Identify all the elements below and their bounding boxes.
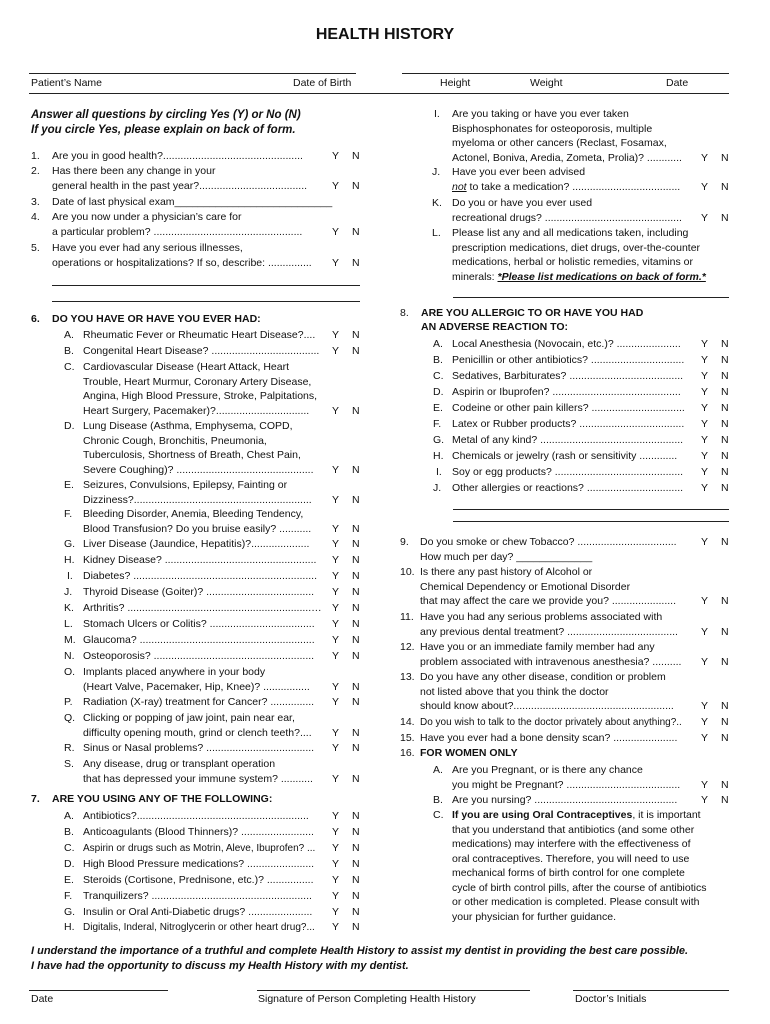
text-left-q6o-letter: O. xyxy=(64,666,76,678)
text-right-qI-l4: Actonel, Boniva, Aredia, Zometa, Prolia)? ............ xyxy=(452,151,682,164)
text-left-q6s-letter: S. xyxy=(64,758,74,770)
measurements-line[interactable] xyxy=(402,73,729,74)
no-option[interactable]: N xyxy=(352,874,360,886)
no-option[interactable]: N xyxy=(721,211,729,224)
text-left-q6k-letter: K. xyxy=(64,602,74,614)
text-right-q16c-l4: oral contraceptives. Therefore, you will need to use xyxy=(452,852,690,865)
text-left-q6a-letter: A. xyxy=(64,329,74,341)
text-right-qI-letter: I. xyxy=(434,108,440,120)
no-option[interactable]: N xyxy=(721,370,729,382)
yes-option[interactable]: Y xyxy=(701,386,709,398)
text-right-q13-l3: should know about?....................................................... xyxy=(420,700,674,712)
allergies-line-2[interactable] xyxy=(453,521,729,522)
yes-option[interactable]: Y xyxy=(701,151,709,164)
no-option[interactable]: N xyxy=(352,329,360,341)
no-option[interactable]: N xyxy=(352,858,360,870)
text-right-q8i-text: Soy or egg products? ............................................ xyxy=(452,466,684,478)
text-left-q6d-l3: Tuberculosis, Shortness of Breath, Chest Pain, xyxy=(83,449,301,461)
yes-option[interactable]: Y xyxy=(701,732,709,744)
text-right-q8f-text: Latex or Rubber products? .................................... xyxy=(452,418,685,430)
no-option[interactable]: N xyxy=(721,386,729,398)
text-right-q16c-l7: or other medication is completed. Please consult with xyxy=(452,896,700,908)
text-right-q12-l1: Have you or an immediate family member had any xyxy=(420,641,655,653)
text-right-qJ-letter: J. xyxy=(432,166,441,178)
text-right-q13-l1: Do you have any other disease, condition or problem xyxy=(420,671,666,683)
text-right-q14-num: 14. xyxy=(400,716,415,728)
yes-option[interactable]: Y xyxy=(332,680,340,693)
yes-option[interactable]: Y xyxy=(701,354,709,366)
yes-option[interactable]: Y xyxy=(332,921,340,933)
no-option[interactable]: N xyxy=(352,772,360,785)
header-divider xyxy=(29,93,729,94)
text-left-q6i-letter: I. xyxy=(67,570,73,582)
no-option[interactable]: N xyxy=(352,570,360,582)
yes-option[interactable]: Y xyxy=(701,418,709,430)
text-left-q6m-text: Glaucoma? ............................................................ xyxy=(83,634,315,646)
yes-option[interactable]: Y xyxy=(701,466,709,478)
no-option[interactable]: N xyxy=(352,921,360,933)
yes-option[interactable]: Y xyxy=(701,655,709,668)
text-right-q8h-letter: H. xyxy=(433,450,444,462)
text-right-q8j-text: Other allergies or reactions? ................................. xyxy=(452,482,684,494)
text-right-q9-l1: Do you smoke or chew Tobacco? .................................. xyxy=(420,536,677,548)
text-right-qI-l1: Are you taking or have you ever taken xyxy=(452,108,629,120)
text-left-q6e-letter: E. xyxy=(64,479,74,491)
text-left-q6h-text: Kidney Disease? .................................................... xyxy=(83,554,317,566)
text-left-q7g-letter: G. xyxy=(64,906,76,918)
yes-option[interactable]: Y xyxy=(332,874,340,886)
text-right-q15-num: 15. xyxy=(400,732,415,744)
page-title: HEALTH HISTORY xyxy=(315,26,455,43)
no-option[interactable]: N xyxy=(352,826,360,838)
text-right-q16c-letter: C. xyxy=(433,809,444,821)
yes-option[interactable]: Y xyxy=(332,618,340,630)
text-right-q8c-letter: C. xyxy=(433,370,444,382)
no-option[interactable]: N xyxy=(352,618,360,630)
question-text: Are you in good health?................................................ xyxy=(52,150,303,162)
explain-line-2[interactable] xyxy=(52,301,360,302)
text-right-q14-text: Do you wish to talk to the doctor privately about anything?.. xyxy=(420,717,682,728)
yes-option[interactable]: Y xyxy=(332,522,340,535)
question-number: 3. xyxy=(31,196,40,208)
yes-option[interactable]: Y xyxy=(332,826,340,838)
text-right-qI-l2: Bisphosphonates for osteoporosis, multiple xyxy=(452,122,653,135)
no-option[interactable]: N xyxy=(352,150,360,162)
yes-option[interactable]: Y xyxy=(701,211,709,224)
text-left-q7b-letter: B. xyxy=(64,826,74,838)
yes-option[interactable]: Y xyxy=(332,906,340,918)
text-right-q8j-letter: J. xyxy=(433,482,442,494)
patient-line[interactable] xyxy=(29,73,356,74)
text-right-q11-l1: Have you had any serious problems associated with xyxy=(420,611,663,623)
text-left-q6c-l2: Trouble, Heart Murmur, Coronary Artery Disease, xyxy=(83,375,312,388)
text-left-q6q-letter: Q. xyxy=(64,712,76,724)
text-left-q6o-l1: Implants placed anywhere in your body xyxy=(83,666,266,678)
yes-option[interactable]: Y xyxy=(332,810,340,822)
text-right-q15-text: Have you ever had a bone density scan? ...................... xyxy=(420,732,678,744)
text-left-q7c-letter: C. xyxy=(64,842,75,854)
question-number: 4. xyxy=(31,211,40,223)
text-left-q7d-letter: D. xyxy=(64,858,75,870)
text-right-q16c-l5: mechanical forms of birth control for one complete xyxy=(452,867,685,879)
text-right-q16c-l1b: , it is important xyxy=(632,809,701,821)
form-element xyxy=(452,271,706,284)
no-option[interactable]: N xyxy=(721,151,729,164)
no-option[interactable]: N xyxy=(352,906,360,918)
yes-option[interactable]: Y xyxy=(701,482,709,494)
text-left-q6b-text: Congenital Heart Disease? ..................................... xyxy=(83,345,320,357)
yes-option[interactable]: Y xyxy=(701,716,709,728)
explain-line-1[interactable] xyxy=(52,285,360,286)
text-left-q6s-l2: that has depressed your immune system? ........... xyxy=(83,772,313,785)
text-left-q6d-l2: Chronic Cough, Bronchitis, Pneumonia, xyxy=(83,434,267,447)
text-left-q6k-text: Arthritis? ...............................................................… xyxy=(83,602,322,614)
text-left-q6j-text: Thyroid Disease (Goiter)? ..................................... xyxy=(83,586,315,598)
date-signature-label: Date xyxy=(31,993,54,1005)
yes-option[interactable]: Y xyxy=(701,338,709,350)
yes-option[interactable]: Y xyxy=(332,345,340,357)
text-right-q12-num: 12. xyxy=(400,641,415,653)
text-left-q6c-l4: Heart Surgery, Pacemaker)?................................ xyxy=(83,404,310,417)
no-option[interactable]: N xyxy=(352,554,360,566)
no-option[interactable]: N xyxy=(352,726,360,739)
text-left-q7b-text: Anticoagulants (Blood Thinners)? ......................... xyxy=(83,826,314,838)
text-right-qK-l2: recreational drugs? ............................................... xyxy=(452,211,682,224)
text-right-qL-letter: L. xyxy=(432,227,441,239)
no-option[interactable]: N xyxy=(352,650,360,662)
text-left-q6m-letter: M. xyxy=(64,634,76,646)
text-left-q7c-text: Aspirin or drugs such as Motrin, Aleve, Ibuprofen? ... xyxy=(83,843,316,854)
no-option[interactable]: N xyxy=(352,345,360,357)
no-option[interactable]: N xyxy=(721,716,729,728)
yes-option[interactable]: Y xyxy=(332,742,340,754)
text-left-q7e-text: Steroids (Cortisone, Prednisone, etc.)? ................ xyxy=(83,874,314,886)
no-option[interactable]: N xyxy=(352,180,360,192)
yes-option[interactable]: Y xyxy=(332,772,340,785)
text-left-q6r-text: Sinus or Nasal problems? ..................................... xyxy=(83,742,315,754)
text-right-q10-l3: that may affect the care we provide you? ...................... xyxy=(420,595,677,607)
no-option[interactable]: N xyxy=(721,418,729,430)
text-right-q16a-l2: you might be Pregnant? ....................................... xyxy=(452,778,681,791)
text-right-q12-l2: problem associated with intravenous anesthesia? .......... xyxy=(420,655,682,668)
no-option[interactable]: N xyxy=(721,625,729,638)
text-left-q6d-letter: D. xyxy=(64,420,75,432)
text-right-q8e-letter: E. xyxy=(433,402,443,414)
yes-option[interactable]: Y xyxy=(701,778,709,791)
text-left-q6n-letter: N. xyxy=(64,650,75,662)
yes-option[interactable]: Y xyxy=(701,794,709,806)
question-text: a particular problem? ................................................... xyxy=(52,226,303,238)
text-left-q6n-text: Osteoporosis? ....................................................... xyxy=(83,650,315,662)
no-option[interactable]: N xyxy=(721,778,729,791)
yes-option[interactable]: Y xyxy=(332,602,340,614)
text-right-q8h-text: Chemicals or jewelry (rash or sensitivity ............. xyxy=(452,450,678,462)
yes-option[interactable]: Y xyxy=(332,586,340,598)
text-left-q6g-text: Liver Disease (Jaundice, Hepatitis)?.................... xyxy=(83,538,310,550)
question-number: 8. xyxy=(400,307,409,319)
no-option[interactable]: N xyxy=(352,493,360,506)
text-left-q6l-text: Stomach Ulcers or Colitis? .................................... xyxy=(83,618,315,630)
text-right-q11-l2: any previous dental treatment? ...................................... xyxy=(420,625,678,638)
no-option[interactable]: N xyxy=(721,595,729,607)
text-right-qL-l1: Please list any and all medications taken, including xyxy=(452,227,689,239)
yes-option[interactable]: Y xyxy=(332,150,340,162)
text-left-q6s-l1: Any disease, drug or transplant operation xyxy=(83,758,276,770)
text-left-q6e-l1: Seizures, Convulsions, Epilepsy, Fainting or xyxy=(83,479,288,491)
text-right-q10-l2: Chemical Dependency or Emotional Disorder xyxy=(420,580,631,593)
text-left-q6q-l1: Clicking or popping of jaw joint, pain near ear, xyxy=(83,712,295,724)
no-option[interactable]: N xyxy=(352,742,360,754)
question-text: Are you now under a physician’s care for xyxy=(52,211,242,223)
yes-option[interactable]: Y xyxy=(701,700,709,712)
no-option[interactable]: N xyxy=(352,538,360,550)
question-number: 6. xyxy=(31,313,40,325)
text-right-qJ-l2a: not xyxy=(452,180,467,193)
no-option[interactable]: N xyxy=(721,180,729,193)
text-left-q6c-letter: C. xyxy=(64,361,75,373)
question-number: 7. xyxy=(31,793,40,805)
text-left-q6d-l4: Severe Coughing)? ............................................... xyxy=(83,463,314,476)
no-option[interactable]: N xyxy=(721,338,729,350)
text-left-q6c-l1: Cardiovascular Disease (Heart Attack, Heart xyxy=(83,361,289,373)
signature-line[interactable] xyxy=(257,990,530,991)
initials-label: Doctor’s Initials xyxy=(575,993,647,1005)
text-left-q6g-letter: G. xyxy=(64,538,76,550)
dob-label: Date of Birth xyxy=(293,77,352,89)
date-signature-line[interactable] xyxy=(29,990,168,991)
no-option[interactable]: N xyxy=(352,522,360,535)
text-left-q6p-letter: P. xyxy=(64,696,73,708)
yes-option[interactable]: Y xyxy=(332,329,340,341)
no-option[interactable]: N xyxy=(352,404,360,417)
section-heading: ARE YOU ALLERGIC TO OR HAVE YOU HAD xyxy=(421,307,644,319)
yes-option[interactable]: Y xyxy=(701,180,709,193)
question-number: 5. xyxy=(31,242,40,254)
text-left-q7a-letter: A. xyxy=(64,810,74,822)
section-heading: ARE YOU USING ANY OF THE FOLLOWING: xyxy=(52,793,273,805)
text-right-q13-num: 13. xyxy=(400,671,415,683)
no-option[interactable]: N xyxy=(721,450,729,462)
text-right-qJ-l2b: to take a medication? ..................................... xyxy=(466,180,681,193)
text-left-q6a-text: Rheumatic Fever or Rheumatic Heart Disease?.... xyxy=(83,329,316,341)
question-text: Has there been any change in your xyxy=(52,165,216,177)
question-number: 1. xyxy=(31,150,40,162)
text-right-q16c-l8: your physician for further guidance. xyxy=(452,910,617,923)
text-right-q16a-l1: Are you Pregnant, or is there any chance xyxy=(452,764,643,776)
text-left-q7g-text: Insulin or Oral Anti-Diabetic drugs? ...................... xyxy=(83,906,313,918)
no-option[interactable]: N xyxy=(352,680,360,693)
text-right-q8g-text: Metal of any kind? ................................................. xyxy=(452,434,684,446)
yes-option[interactable]: Y xyxy=(332,493,340,506)
text-right-qK-letter: K. xyxy=(432,197,442,209)
text-left-q6e-l2: Dizziness?............................................................. xyxy=(83,493,312,506)
text-left-q6b-letter: B. xyxy=(64,345,74,357)
text-right-q8i-letter: I. xyxy=(436,466,442,478)
text-right-q16c-l1a: If you are using Oral Contraceptives xyxy=(452,809,633,821)
text-right-q8e-text: Codeine or other pain killers? ................................ xyxy=(452,402,685,414)
no-option[interactable]: N xyxy=(352,842,360,854)
yes-option[interactable]: Y xyxy=(332,570,340,582)
text-right-q16c-l2: that you understand that antibiotics (and some other xyxy=(452,823,695,836)
text-left-q6f-l1: Bleeding Disorder, Anemia, Bleeding Tendency, xyxy=(83,508,304,520)
text-left-q6d-l1: Lung Disease (Asthma, Emphysema, COPD, xyxy=(83,420,293,432)
text-left-q7h-letter: H. xyxy=(64,921,75,933)
no-option[interactable]: N xyxy=(352,586,360,598)
no-option[interactable]: N xyxy=(352,634,360,646)
text-left-q6h-letter: H. xyxy=(64,554,75,566)
initials-line[interactable] xyxy=(573,990,729,991)
yes-option[interactable]: Y xyxy=(332,726,340,739)
text-right-qL-l4b: *Please list medications on back of form.* xyxy=(497,270,706,283)
acknowledgement-line-2: I have had the opportunity to discuss my Health History with my dentist. xyxy=(31,960,409,972)
yes-option[interactable]: Y xyxy=(332,858,340,870)
text-left-q6c-l3: Angina, High Blood Pressure, Stroke, Palpitations, xyxy=(83,390,318,402)
yes-option[interactable]: Y xyxy=(332,226,340,238)
no-option[interactable]: N xyxy=(721,402,729,414)
text-right-q8b-letter: B. xyxy=(433,354,443,366)
text-right-q8f-letter: F. xyxy=(433,418,442,430)
patient-name-label: Patient’s Name xyxy=(31,77,103,89)
question-text: general health in the past year?..................................... xyxy=(52,180,308,192)
yes-option[interactable]: Y xyxy=(332,634,340,646)
text-right-q11-num: 11. xyxy=(400,611,414,623)
yes-option[interactable]: Y xyxy=(332,538,340,550)
instruction-line-1: Answer all questions by circling Yes (Y) or No (N) xyxy=(31,109,301,121)
text-right-q8a-letter: A. xyxy=(433,338,443,350)
no-option[interactable]: N xyxy=(352,257,360,269)
text-right-qJ-l1: Have you ever been advised xyxy=(452,166,586,178)
yes-option[interactable]: Y xyxy=(332,257,340,269)
text-left-q6f-l2: Blood Transfusion? Do you bruise easily? ........... xyxy=(83,522,312,535)
yes-option[interactable]: Y xyxy=(701,450,709,462)
yes-option[interactable]: Y xyxy=(701,402,709,414)
yes-option[interactable]: Y xyxy=(332,180,340,192)
form-element xyxy=(452,809,701,822)
acknowledgement-line-1: I understand the importance of a truthful and complete Health History to assist my dentist in providing the best care possible. xyxy=(31,945,689,957)
text-left-q7f-text: Tranquilizers? ....................................................... xyxy=(83,890,312,902)
yes-option[interactable]: Y xyxy=(332,554,340,566)
question-text: operations or hospitalizations? If so, describe: ............... xyxy=(52,257,312,269)
no-option[interactable]: N xyxy=(721,700,729,712)
text-right-q9-num: 9. xyxy=(400,536,409,548)
yes-option[interactable]: Y xyxy=(332,890,340,902)
text-right-q10-l1: Is there any past history of Alcohol or xyxy=(420,566,593,578)
yes-option[interactable]: Y xyxy=(701,370,709,382)
date-label: Date xyxy=(666,77,689,89)
text-right-q8d-text: Aspirin or Ibuprofen? ............................................ xyxy=(452,386,681,398)
text-right-q16b-letter: B. xyxy=(433,794,443,806)
text-left-q6i-text: Diabetes? ............................................................... xyxy=(83,570,317,582)
text-right-qI-l3: myeloma or other cancers (Reclast, Fosamax, xyxy=(452,137,667,149)
no-option[interactable]: N xyxy=(721,732,729,744)
yes-option[interactable]: Y xyxy=(332,463,340,476)
no-option[interactable]: N xyxy=(721,655,729,668)
text-right-q8d-letter: D. xyxy=(433,386,444,398)
text-right-q10-num: 10. xyxy=(400,566,415,578)
section-heading: AN ADVERSE REACTION TO: xyxy=(421,321,569,333)
yes-option[interactable]: Y xyxy=(332,842,340,854)
no-option[interactable]: N xyxy=(721,434,729,446)
text-right-qL-l3: medications, herbal or holistic remedies, vitamins or xyxy=(452,256,694,268)
text-right-q8g-letter: G. xyxy=(433,434,445,446)
text-right-q16c-l6: cycle of birth control pills, after the course of antibiotics xyxy=(452,881,707,894)
no-option[interactable]: N xyxy=(721,536,729,548)
text-right-q16b-text: Are you nursing? ................................................. xyxy=(452,794,678,806)
no-option[interactable]: N xyxy=(352,463,360,476)
no-option[interactable]: N xyxy=(352,696,360,708)
no-option[interactable]: N xyxy=(352,226,360,238)
text-right-q8c-text: Sedatives, Barbiturates? ....................................... xyxy=(452,370,684,382)
text-left-q7h-text: Digitalis, Inderal, Nitroglycerin or other heart drug?... xyxy=(83,922,315,933)
text-right-q8b-text: Penicillin or other antibiotics? ................................ xyxy=(452,354,685,366)
allergies-line-1[interactable] xyxy=(453,509,729,510)
text-right-qL-l4a: minerals: xyxy=(452,270,498,283)
yes-option[interactable]: Y xyxy=(701,625,709,638)
no-option[interactable]: N xyxy=(721,482,729,494)
section-heading: DO YOU HAVE OR HAVE YOU EVER HAD: xyxy=(52,313,261,325)
no-option[interactable]: N xyxy=(352,602,360,614)
text-left-q6p-text: Radiation (X-ray) treatment for Cancer? ............... xyxy=(83,696,315,708)
text-left-q6q-l2: difficulty opening mouth, grind or clench teeth?.... xyxy=(83,726,312,739)
text-left-q6l-letter: L. xyxy=(64,618,73,630)
question-text: Have you ever had any serious illnesses, xyxy=(52,242,243,254)
no-option[interactable]: N xyxy=(721,466,729,478)
text-left-q6o-l2: (Heart Valve, Pacemaker, Hip, Knee)? ................ xyxy=(83,680,310,693)
text-left-q7f-letter: F. xyxy=(64,890,73,902)
no-option[interactable]: N xyxy=(352,810,360,822)
text-right-q16c-l3: medications) may interfere with the effectiveness of xyxy=(452,838,691,850)
question-number: 2. xyxy=(31,165,40,177)
text-left-q7d-text: High Blood Pressure medications? ....................... xyxy=(83,858,315,870)
text-right-q16-num: 16. xyxy=(400,747,415,759)
instruction-line-2: If you circle Yes, please explain on back of form. xyxy=(31,124,296,136)
form-element xyxy=(452,181,680,194)
yes-option[interactable]: Y xyxy=(332,650,340,662)
height-label: Height xyxy=(440,77,471,89)
text-left-q6j-letter: J. xyxy=(64,586,73,598)
text-right-q16-text: FOR WOMEN ONLY xyxy=(420,747,518,759)
text-left-q6r-letter: R. xyxy=(64,742,75,754)
yes-option[interactable]: Y xyxy=(701,595,709,607)
text-right-q13-l2: not listed above that you think the doctor xyxy=(420,685,609,698)
signature-label: Signature of Person Completing Health History xyxy=(258,993,476,1005)
text-left-q7a-text: Antibiotics?........................................................... xyxy=(83,810,309,822)
yes-option[interactable]: Y xyxy=(332,696,340,708)
text-left-q7e-letter: E. xyxy=(64,874,74,886)
weight-label: Weight xyxy=(530,77,563,89)
text-right-qK-l1: Do you or have you ever used xyxy=(452,197,593,209)
text-right-qL-l2: prescription medications, diet drugs, over-the-counter xyxy=(452,241,701,254)
question-text[interactable]: Date of last physical exam___________________________ xyxy=(52,196,333,208)
text-right-q8a-text: Local Anesthesia (Novocain, etc.)? ...................... xyxy=(452,338,681,350)
medications-line[interactable] xyxy=(453,297,729,298)
text-right-q16a-letter: A. xyxy=(433,764,443,776)
no-option[interactable]: N xyxy=(721,354,729,366)
no-option[interactable]: N xyxy=(721,794,729,806)
yes-option[interactable]: Y xyxy=(332,404,340,417)
text-right-q9-l2: How much per day? _____________ xyxy=(420,551,593,563)
yes-option[interactable]: Y xyxy=(701,536,709,548)
yes-option[interactable]: Y xyxy=(701,434,709,446)
text-left-q6f-letter: F. xyxy=(64,508,73,520)
no-option[interactable]: N xyxy=(352,890,360,902)
